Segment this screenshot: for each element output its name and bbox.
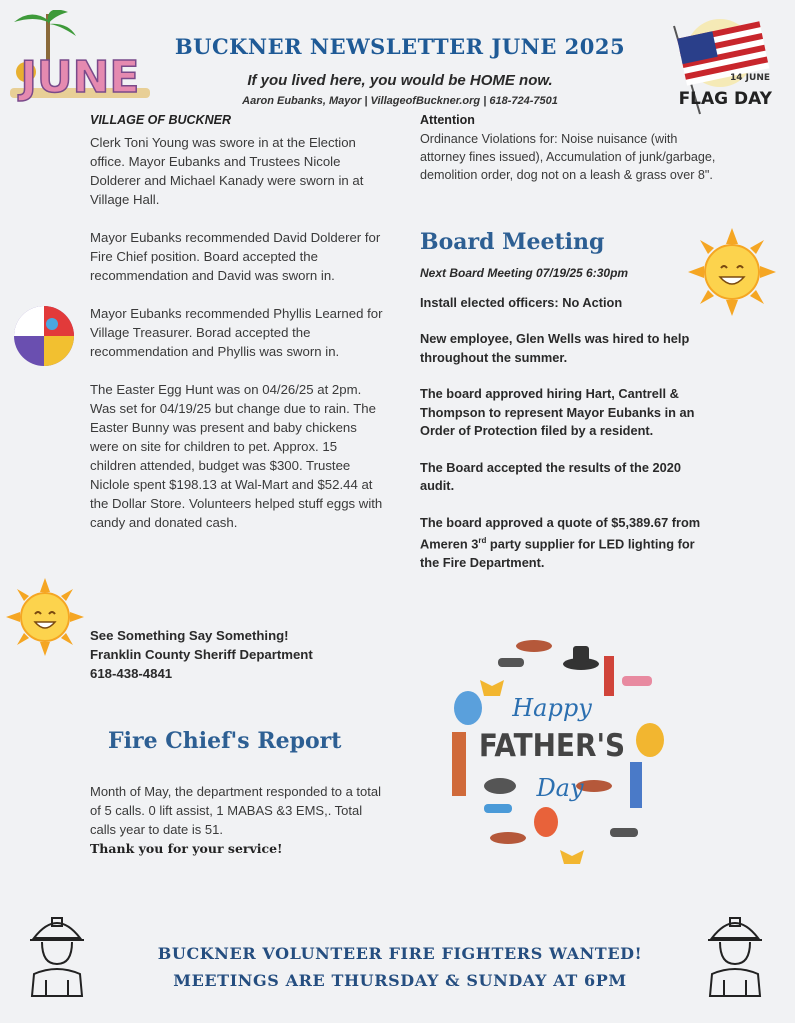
june-logo-text: JUNE bbox=[20, 52, 140, 102]
tie-icon bbox=[452, 732, 466, 796]
attention-heading: Attention bbox=[420, 113, 475, 127]
fire-thanks: Thank you for your service! bbox=[90, 841, 283, 856]
sheriff-phone: 618-438-4841 bbox=[90, 666, 173, 681]
village-section bbox=[90, 111, 385, 532]
beach-ball-icon bbox=[12, 304, 76, 368]
crown-icon bbox=[560, 850, 584, 864]
happy-text: Happy bbox=[512, 694, 592, 722]
board-item: New employee, Glen Wells was hired to help throughout the summer. bbox=[420, 331, 690, 365]
board-item: The Board accepted the results of the 2020 audit. bbox=[420, 459, 681, 493]
smiling-sun-icon bbox=[6, 578, 84, 656]
attention-text: Ordinance Violations for: Noise nuisance (with attorney fines issued), Accumulation of junk/garbage, demolition order, dog not on a leash & grass over 8". bbox=[420, 132, 716, 182]
crown-icon bbox=[480, 680, 504, 696]
board-meeting-title: Board Meeting bbox=[420, 229, 605, 255]
board-item: The board approved hiring Hart, Cantrell & Thompson to represent Mayor Eubanks in an Order of Protection filed by a resident. bbox=[420, 386, 695, 438]
glasses-icon bbox=[610, 828, 638, 837]
balloon-icon bbox=[636, 723, 664, 757]
june-logo bbox=[6, 10, 154, 102]
attention-section bbox=[420, 111, 720, 184]
village-heading: VILLAGE OF BUCKNER bbox=[90, 113, 231, 127]
mustache-icon bbox=[490, 832, 526, 844]
hat-top-icon bbox=[573, 646, 589, 662]
quote-text-end: party supplier for LED lighting for the Fire Department. bbox=[420, 536, 695, 570]
tie-icon bbox=[630, 762, 642, 808]
hat-icon bbox=[484, 778, 516, 794]
balloon-icon bbox=[534, 807, 558, 837]
fathers-day-graphic bbox=[438, 632, 670, 868]
footer-line-1: BUCKNER VOLUNTEER FIRE FIGHTERS WANTED! bbox=[157, 944, 643, 963]
glasses-icon bbox=[484, 804, 512, 813]
tie-icon bbox=[604, 656, 614, 696]
next-meeting: Next Board Meeting 07/19/25 6:30pm bbox=[420, 266, 629, 280]
glasses-icon bbox=[498, 658, 524, 667]
village-paragraph-3: Mayor Eubanks recommended Phyllis Learned for Village Treasurer. Borad accepted the recommendation and Phyllis was sworn in. bbox=[90, 306, 383, 359]
smiling-sun-icon bbox=[688, 228, 776, 316]
fire-chief-title: Fire Chief's Report bbox=[108, 728, 342, 754]
village-paragraph-2: Mayor Eubanks recommended David Dolderer for Fire Chief position. Board accepted the recommendation and David was sworn in. bbox=[90, 230, 381, 283]
sheriff-line: Franklin County Sheriff Department bbox=[90, 647, 313, 662]
fire-chief-text: Month of May, the department responded to a total of 5 calls. 0 lift assist, 1 MABAS &3 EMS,. Total calls year to date is 51. bbox=[90, 784, 381, 837]
village-paragraph-1: Clerk Toni Young was swore in at the Election office. Mayor Eubanks and Trustees Nicole Dolderer and Michael Kanady were sworn in at Village Hall. bbox=[90, 135, 364, 207]
footer-line-2: MEETINGS ARE THURSDAY & SUNDAY AT 6PM bbox=[173, 971, 627, 990]
palm-leaves bbox=[14, 10, 76, 36]
fire-chief-section bbox=[90, 782, 385, 858]
flag-day-date: 14 JUNE bbox=[730, 73, 770, 83]
mayor-contact: Aaron Eubanks, Mayor | VillageofBuckner.org | 618-724-7501 bbox=[242, 95, 558, 107]
quote-text: The board approved a quote of $5,389.67 from Ameren 3 bbox=[420, 514, 701, 552]
village-paragraph-4: The Easter Egg Hunt was on 04/26/25 at 2pm. Was set for 04/19/25 but change due to rain. The Easter Bunny was present and baby chickens were on site for children to pet. Approx. 15 children attended, budget was $300. Trustee Niclole spent $198.13 at Wal-Mart and $52.44 at the Dollar Store. Volunteers helped stuff eggs with candy and donated cash. bbox=[90, 382, 383, 530]
see-something-block bbox=[90, 626, 385, 683]
mustache-icon bbox=[516, 640, 552, 652]
balloon-icon bbox=[454, 691, 482, 725]
quote-superscript: rd bbox=[478, 536, 487, 545]
board-item-quote bbox=[420, 514, 710, 573]
flag-day-logo bbox=[660, 18, 780, 118]
fathers-text: FATHER'S bbox=[478, 728, 626, 764]
day-text: Day bbox=[536, 774, 584, 802]
firefighter-icon bbox=[28, 912, 86, 998]
glasses-icon bbox=[622, 676, 652, 686]
board-section bbox=[420, 264, 710, 572]
flag-day-text: FLAG DAY bbox=[678, 89, 772, 109]
tagline: If you lived here, you would be HOME now. bbox=[247, 72, 553, 89]
newsletter-title: BUCKNER NEWSLETTER JUNE 2025 bbox=[174, 34, 626, 59]
board-item: Install elected officers: No Action bbox=[420, 294, 623, 310]
see-something-line: See Something Say Something! bbox=[90, 628, 289, 643]
